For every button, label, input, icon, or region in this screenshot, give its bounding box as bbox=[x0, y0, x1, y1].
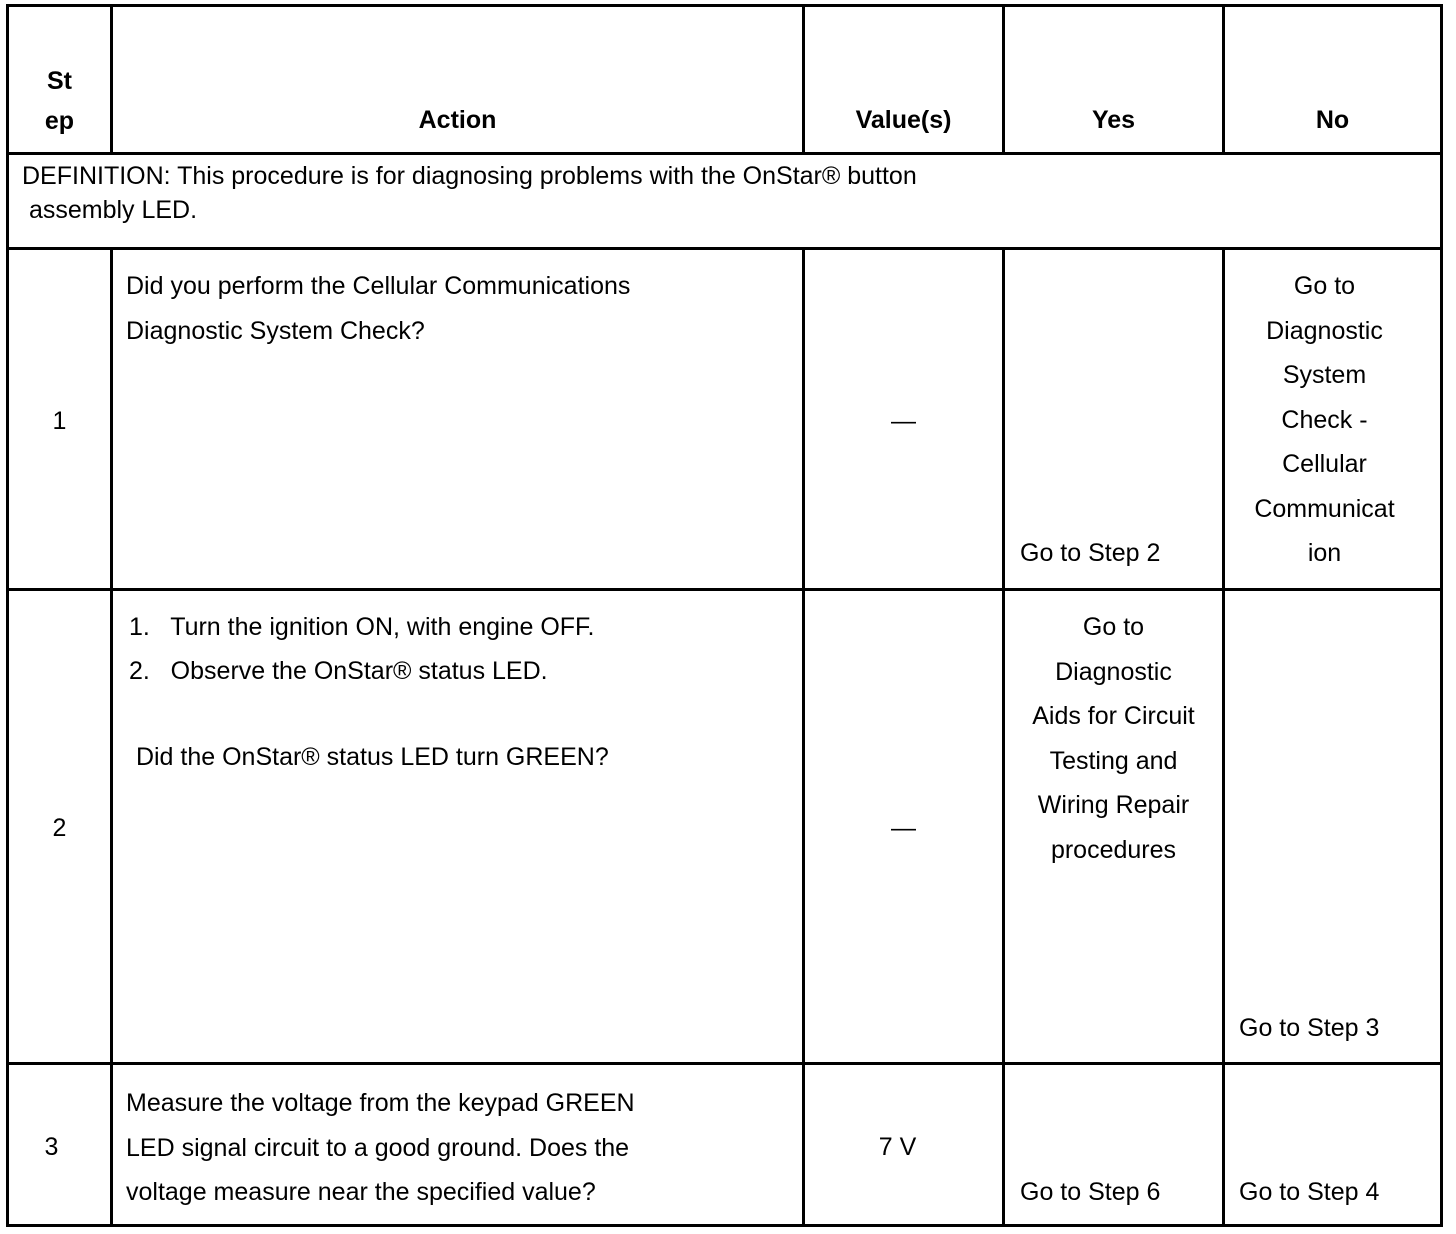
row-divider-2 bbox=[9, 1062, 1440, 1065]
diagnostic-table bbox=[6, 4, 1443, 1227]
row3-yes: Go to Step 6 bbox=[1020, 1178, 1161, 1206]
row1-no: Go to Diagnostic System Check - Cellular Communicat ion bbox=[1254, 272, 1395, 567]
row3-no: Go to Step 4 bbox=[1239, 1178, 1380, 1206]
row3-action: Measure the voltage from the keypad GREEN LED signal circuit to a good ground. Does the voltage measure near the specified value? bbox=[126, 1089, 635, 1206]
row1-step: 1 bbox=[52, 407, 67, 435]
row2-action-item-1: 1. Turn the ignition ON, with engine OFF. bbox=[129, 613, 595, 641]
col-divider-1b bbox=[110, 247, 113, 1227]
row3-value: 7 V bbox=[878, 1133, 917, 1161]
row-divider-header bbox=[9, 152, 1440, 155]
header-step: St ep bbox=[44, 67, 75, 135]
header-yes: Yes bbox=[1091, 106, 1136, 134]
row2-no: Go to Step 3 bbox=[1239, 1014, 1380, 1042]
row2-action-question: Did the OnStar® status LED turn GREEN? bbox=[129, 743, 609, 771]
definition-text: DEFINITION: This procedure is for diagnosing problems with the OnStar® button assembly LED. bbox=[22, 162, 917, 224]
row2-value: — bbox=[891, 814, 916, 842]
header-action: Action bbox=[418, 106, 497, 134]
row3-step: 3 bbox=[44, 1133, 59, 1161]
row2-yes: Go to Diagnostic Aids for Circuit Testing and Wiring Repair procedures bbox=[1032, 613, 1195, 864]
header-no: No bbox=[1315, 106, 1350, 134]
row-divider-definition bbox=[9, 247, 1440, 250]
row1-value: — bbox=[891, 407, 916, 435]
row1-yes: Go to Step 2 bbox=[1020, 539, 1161, 567]
row2-action-item-2: 2. Observe the OnStar® status LED. bbox=[129, 657, 548, 685]
row-divider-1 bbox=[9, 588, 1440, 591]
col-divider-2b bbox=[802, 247, 805, 1227]
header-values: Value(s) bbox=[855, 106, 952, 134]
row2-step: 2 bbox=[52, 814, 67, 842]
row1-action: Did you perform the Cellular Communications Diagnostic System Check? bbox=[126, 272, 631, 345]
